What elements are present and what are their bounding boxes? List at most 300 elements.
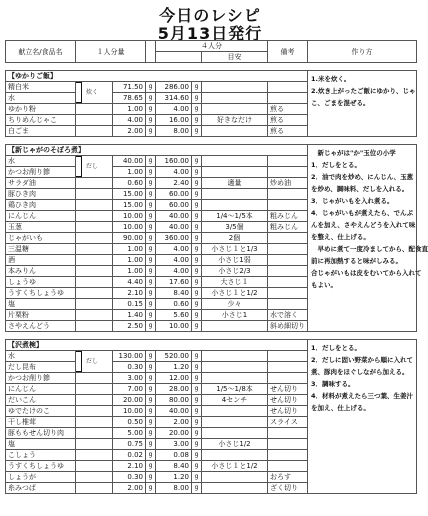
one-serving-amount: 1.00 [113, 266, 146, 277]
unit-label: g [192, 351, 202, 362]
four-serving-amount: 40.00 [156, 222, 192, 233]
brace-mark [76, 156, 82, 177]
ingredient-name: こしょう [6, 450, 76, 461]
ingredient-name: 豚ももせん切り肉 [6, 428, 76, 439]
guide-measure [202, 406, 268, 417]
brace-mark [76, 351, 82, 372]
recipe-table [5, 40, 428, 494]
memo [268, 82, 308, 93]
brace-cell [76, 104, 113, 115]
unit-label: g [146, 277, 156, 288]
unit-label: g [192, 406, 202, 417]
section-title: 【沢煮椀】 [6, 340, 308, 351]
memo: 煎る [268, 104, 308, 115]
header-four-servings: ４人分 [156, 41, 268, 52]
memo: せん切り [268, 384, 308, 395]
step-line: を整え、仕上げる。 [311, 233, 370, 241]
four-serving-amount: 4.00 [156, 244, 192, 255]
step-line: 1．だしをとる。 [311, 344, 362, 352]
guide-measure [202, 321, 268, 332]
brace-cell [76, 222, 113, 233]
guide-measure [202, 126, 268, 137]
unit-label: g [192, 200, 202, 211]
guide-measure [202, 472, 268, 483]
step-line: んを加え、さやえんどうを入れて味 [311, 221, 416, 229]
ingredient-name: 水 [6, 93, 76, 104]
unit-label: g [192, 461, 202, 472]
one-serving-amount: 0.60 [113, 178, 146, 189]
unit-label: g [192, 126, 202, 137]
step-line: 1．だしをとる。 [311, 161, 362, 169]
four-serving-amount: 20.00 [156, 428, 192, 439]
ingredient-name: かつお削り節 [6, 373, 76, 384]
memo [268, 461, 308, 472]
unit-label: g [192, 82, 202, 93]
one-serving-amount: 0.02 [113, 450, 146, 461]
step-line: 合じゃがいもは皮をむいてから入れて [311, 269, 422, 277]
memo: 炒め油 [268, 178, 308, 189]
four-serving-amount: 286.00 [156, 82, 192, 93]
unit-label: g [192, 373, 202, 384]
four-serving-amount: 80.00 [156, 395, 192, 406]
memo: おろす [268, 472, 308, 483]
memo: 斜め細切り [268, 321, 308, 332]
unit-label: g [192, 439, 202, 450]
memo: 水で溶く [268, 310, 308, 321]
unit-label: g [146, 384, 156, 395]
memo: 粗みじん [268, 211, 308, 222]
four-serving-amount: 8.00 [156, 483, 192, 494]
brace-cell [76, 82, 113, 104]
ingredient-name: サラダ油 [6, 178, 76, 189]
unit-label: g [146, 472, 156, 483]
unit-label: g [146, 461, 156, 472]
unit-label: g [192, 167, 202, 178]
guide-measure [202, 373, 268, 384]
ingredient-name: じゃがいも [6, 233, 76, 244]
unit-label: g [192, 321, 202, 332]
unit-label: g [192, 244, 202, 255]
ingredient-name: だし昆布 [6, 362, 76, 373]
one-serving-amount: 90.00 [113, 233, 146, 244]
four-serving-amount: 4.00 [156, 255, 192, 266]
unit-label: g [146, 362, 156, 373]
four-serving-amount: 1.20 [156, 362, 192, 373]
ingredient-name: かつお削り節 [6, 167, 76, 178]
memo: スライス [268, 417, 308, 428]
unit-label: g [146, 417, 156, 428]
memo [268, 428, 308, 439]
unit-label: g [146, 310, 156, 321]
memo [268, 244, 308, 255]
guide-measure: 適量 [202, 178, 268, 189]
brace-mark [76, 82, 82, 103]
unit-label: g [146, 406, 156, 417]
guide-measure [202, 200, 268, 211]
step-line: こ、ごまを混ぜる。 [311, 99, 370, 107]
one-serving-amount: 15.00 [113, 189, 146, 200]
brace-label: だし [86, 357, 99, 365]
guide-measure: 少々 [202, 299, 268, 310]
unit-label: g [192, 104, 202, 115]
brace-cell [76, 472, 113, 483]
brace-cell [76, 189, 113, 200]
brace-label: だし [86, 162, 99, 170]
memo [268, 167, 308, 178]
four-serving-amount: 40.00 [156, 406, 192, 417]
guide-measure: 1/4～1/5本 [202, 211, 268, 222]
four-serving-amount: 2.00 [156, 417, 192, 428]
memo [268, 255, 308, 266]
ingredient-name: 鶏ひき肉 [6, 200, 76, 211]
ingredient-name: 塩 [6, 299, 76, 310]
one-serving-amount: 1.00 [113, 244, 146, 255]
unit-label: g [146, 395, 156, 406]
ingredient-name: うすくちしょうゆ [6, 288, 76, 299]
unit-label: g [192, 417, 202, 428]
one-serving-amount: 1.00 [113, 104, 146, 115]
memo [268, 450, 308, 461]
unit-label: g [146, 351, 156, 362]
recipe-steps [308, 145, 428, 332]
unit-label: g [146, 156, 156, 167]
guide-measure [202, 104, 268, 115]
memo [268, 200, 308, 211]
four-serving-amount: 8.00 [156, 126, 192, 137]
ingredient-name: ゆかり粉 [6, 104, 76, 115]
step-line: を加え、仕上げる。 [311, 404, 370, 412]
one-serving-amount: 20.00 [113, 395, 146, 406]
unit-label: g [192, 233, 202, 244]
brace-cell [76, 439, 113, 450]
guide-measure [202, 82, 268, 93]
step-line: 早めに煮て一度冷ましてから、配食直 [311, 245, 428, 253]
unit-label: g [146, 439, 156, 450]
unit-label: g [192, 472, 202, 483]
unit-label: g [146, 233, 156, 244]
guide-measure [202, 450, 268, 461]
ingredient-name: だいこん [6, 395, 76, 406]
ingredient-name: 豚ひき肉 [6, 189, 76, 200]
ingredient-name: 糸みつば [6, 483, 76, 494]
unit-label: g [146, 211, 156, 222]
one-serving-amount: 10.00 [113, 211, 146, 222]
brace-cell [76, 450, 113, 461]
brace-cell [76, 244, 113, 255]
unit-label: g [192, 211, 202, 222]
one-serving-amount: 78.65 [113, 93, 146, 104]
one-serving-amount: 0.75 [113, 439, 146, 450]
unit-label: g [146, 321, 156, 332]
brace-cell [76, 277, 113, 288]
unit-label: g [146, 104, 156, 115]
one-serving-amount: 5.00 [113, 428, 146, 439]
brace-cell [76, 373, 113, 384]
unit-label: g [192, 288, 202, 299]
four-serving-amount: 520.00 [156, 351, 192, 362]
guide-measure: 小さじ1弱 [202, 255, 268, 266]
guide-measure: 小さじ１と1/2 [202, 288, 268, 299]
unit-label: g [192, 483, 202, 494]
ingredient-name: 酒 [6, 255, 76, 266]
ingredient-name: 白ごま [6, 126, 76, 137]
unit-label: g [192, 395, 202, 406]
unit-label: g [192, 189, 202, 200]
four-serving-amount: 160.00 [156, 156, 192, 167]
unit-label: g [146, 483, 156, 494]
unit-label: g [146, 255, 156, 266]
ingredient-name: 水 [6, 351, 76, 362]
ingredient-name: 片栗粉 [6, 310, 76, 321]
step-line: 3．調味する。 [311, 380, 355, 388]
four-serving-amount: 0.60 [156, 299, 192, 310]
four-serving-amount: 3.00 [156, 439, 192, 450]
ingredient-name: ゆでたけのこ [6, 406, 76, 417]
four-serving-amount: 28.00 [156, 384, 192, 395]
guide-measure: 1/5～1/8本 [202, 384, 268, 395]
guide-measure: 小さじ2/3 [202, 266, 268, 277]
one-serving-amount: 2.10 [113, 288, 146, 299]
one-serving-amount: 15.00 [113, 200, 146, 211]
brace-cell [76, 200, 113, 211]
guide-measure [202, 483, 268, 494]
memo: 煎る [268, 115, 308, 126]
unit-label: g [192, 428, 202, 439]
brace-cell [76, 255, 113, 266]
step-line: 2.炊き上がったご飯にゆかり、じゃ [311, 87, 416, 95]
unit-label: g [192, 255, 202, 266]
recipe-steps [308, 71, 417, 137]
unit-label: g [192, 277, 202, 288]
header-memo: 備考 [268, 41, 308, 63]
unit-label: g [146, 299, 156, 310]
unit-label: g [146, 167, 156, 178]
step-line: 4．じゃがいもが煮えたら、でんぷ [311, 209, 414, 217]
one-serving-amount: 3.00 [113, 373, 146, 384]
header-one-serving: １人分量 [76, 41, 146, 63]
unit-label: g [146, 222, 156, 233]
ingredient-name: 三温糖 [6, 244, 76, 255]
step-line: を炒め、調味料、だしを入れる。 [311, 185, 409, 193]
step-line: 2．油で肉を炒め、にんじん、玉葱 [311, 173, 414, 181]
page-title: 今日のレシピ [159, 6, 261, 25]
step-line: 新じゃがは"か"玉位の小学 [311, 149, 396, 157]
header-guide: 目安 [202, 52, 268, 63]
memo [268, 233, 308, 244]
brace-cell [76, 233, 113, 244]
unit-label: g [146, 126, 156, 137]
unit-label: g [192, 178, 202, 189]
brace-cell [76, 288, 113, 299]
memo [268, 362, 308, 373]
one-serving-amount: 2.10 [113, 461, 146, 472]
recipe-steps [308, 340, 417, 494]
one-serving-amount: 4.40 [113, 277, 146, 288]
one-serving-amount: 40.00 [113, 156, 146, 167]
four-serving-amount: 16.00 [156, 115, 192, 126]
four-serving-amount: 8.40 [156, 288, 192, 299]
brace-cell [76, 266, 113, 277]
header-steps: 作り方 [308, 41, 417, 63]
guide-measure: 小さじ１と1/2 [202, 461, 268, 472]
ingredient-name: 本みりん [6, 266, 76, 277]
guide-measure: 好きなだけ [202, 115, 268, 126]
step-line: 3．じゃがいもを入れ煮る。 [311, 197, 394, 205]
brace-cell [76, 126, 113, 137]
brace-cell [76, 483, 113, 494]
memo [268, 439, 308, 450]
four-serving-amount: 4.00 [156, 104, 192, 115]
unit-label: g [146, 428, 156, 439]
one-serving-amount: 1.40 [113, 310, 146, 321]
brace-cell [76, 156, 113, 178]
four-serving-amount: 2.40 [156, 178, 192, 189]
unit-label: g [192, 384, 202, 395]
one-serving-amount: 0.15 [113, 299, 146, 310]
unit-label: g [146, 450, 156, 461]
ingredient-name: 干し椎茸 [6, 417, 76, 428]
guide-measure: 小さじ1 [202, 310, 268, 321]
four-serving-amount: 0.08 [156, 450, 192, 461]
unit-label: g [146, 288, 156, 299]
guide-measure: 小さじ１と1/3 [202, 244, 268, 255]
guide-measure [202, 189, 268, 200]
guide-measure [202, 351, 268, 362]
guide-measure: 3/5個 [202, 222, 268, 233]
brace-cell [76, 395, 113, 406]
guide-measure [202, 93, 268, 104]
brace-cell [76, 178, 113, 189]
four-serving-amount: 4.00 [156, 266, 192, 277]
guide-measure [202, 417, 268, 428]
four-serving-amount: 1.20 [156, 472, 192, 483]
guide-measure [202, 156, 268, 167]
memo [268, 351, 308, 362]
unit-label: g [146, 200, 156, 211]
one-serving-amount: 1.00 [113, 167, 146, 178]
one-serving-amount: 2.00 [113, 483, 146, 494]
unit-label: g [192, 299, 202, 310]
memo: ざく切り [268, 483, 308, 494]
memo [268, 299, 308, 310]
unit-label: g [192, 222, 202, 233]
four-serving-amount: 314.60 [156, 93, 192, 104]
one-serving-amount: 4.00 [113, 115, 146, 126]
issue-date: 5月13日発行 [157, 24, 263, 43]
unit-label: g [192, 93, 202, 104]
brace-cell [76, 461, 113, 472]
unit-label: g [192, 266, 202, 277]
guide-measure: 小さじ1/2 [202, 439, 268, 450]
brace-cell [76, 351, 113, 373]
brace-cell [76, 115, 113, 126]
step-line: 煮、豚肉をほぐしながら加える。 [311, 368, 409, 376]
memo [268, 156, 308, 167]
one-serving-amount: 2.50 [113, 321, 146, 332]
guide-measure [202, 167, 268, 178]
section-title: 【新じゃがのそぼろ煮】 [6, 145, 308, 156]
ingredient-name: 塩 [6, 439, 76, 450]
unit-label: g [146, 93, 156, 104]
memo [268, 93, 308, 104]
ingredient-name: 水 [6, 156, 76, 167]
unit-label: g [146, 115, 156, 126]
memo [268, 266, 308, 277]
guide-measure: 大さじ１ [202, 277, 268, 288]
one-serving-amount: 2.00 [113, 126, 146, 137]
one-serving-amount: 10.00 [113, 222, 146, 233]
ingredient-name: にんじん [6, 384, 76, 395]
four-serving-amount: 40.00 [156, 211, 192, 222]
four-serving-amount: 12.00 [156, 373, 192, 384]
memo: せん切り [268, 406, 308, 417]
ingredient-name: ちりめんじゃこ [6, 115, 76, 126]
brace-cell [76, 211, 113, 222]
brace-cell [76, 428, 113, 439]
four-serving-amount: 60.00 [156, 200, 192, 211]
ingredient-name: さやえんどう [6, 321, 76, 332]
unit-label: g [146, 244, 156, 255]
step-line: 前に再加熱すると味がしみる。 [311, 257, 403, 265]
brace-cell [76, 321, 113, 332]
four-serving-amount: 17.60 [156, 277, 192, 288]
unit-label: g [192, 115, 202, 126]
memo [268, 373, 308, 384]
one-serving-amount: 71.50 [113, 82, 146, 93]
four-serving-amount: 8.40 [156, 461, 192, 472]
four-serving-amount: 360.00 [156, 233, 192, 244]
one-serving-amount: 0.30 [113, 362, 146, 373]
one-serving-amount: 0.50 [113, 417, 146, 428]
step-line: 2．だしに固い野菜から順に入れて [311, 356, 414, 364]
one-serving-amount: 7.00 [113, 384, 146, 395]
ingredient-name: にんじん [6, 211, 76, 222]
unit-label: g [146, 189, 156, 200]
memo [268, 189, 308, 200]
unit-label: g [146, 266, 156, 277]
unit-label: g [192, 310, 202, 321]
memo: 煎る [268, 126, 308, 137]
unit-label: g [146, 373, 156, 384]
unit-label: g [192, 450, 202, 461]
memo: 粗みじん [268, 222, 308, 233]
one-serving-amount: 130.00 [113, 351, 146, 362]
brace-cell [76, 406, 113, 417]
brace-cell [76, 310, 113, 321]
guide-measure: 4センチ [202, 395, 268, 406]
ingredient-name: 精白米 [6, 82, 76, 93]
brace-cell [76, 384, 113, 395]
ingredient-name: しょうが [6, 472, 76, 483]
four-serving-amount: 4.00 [156, 167, 192, 178]
guide-measure [202, 428, 268, 439]
unit-label: g [192, 156, 202, 167]
brace-label: 炊く [86, 88, 99, 96]
ingredient-name: うすくちしょうゆ [6, 461, 76, 472]
memo: せん切り [268, 395, 308, 406]
four-serving-amount: 10.00 [156, 321, 192, 332]
four-serving-amount: 60.00 [156, 189, 192, 200]
unit-label: g [192, 362, 202, 373]
brace-cell [76, 299, 113, 310]
unit-label: g [146, 82, 156, 93]
one-serving-amount: 1.00 [113, 255, 146, 266]
memo [268, 277, 308, 288]
one-serving-amount: 0.30 [113, 472, 146, 483]
unit-label: g [146, 178, 156, 189]
one-serving-amount: 10.00 [113, 406, 146, 417]
brace-cell [76, 417, 113, 428]
